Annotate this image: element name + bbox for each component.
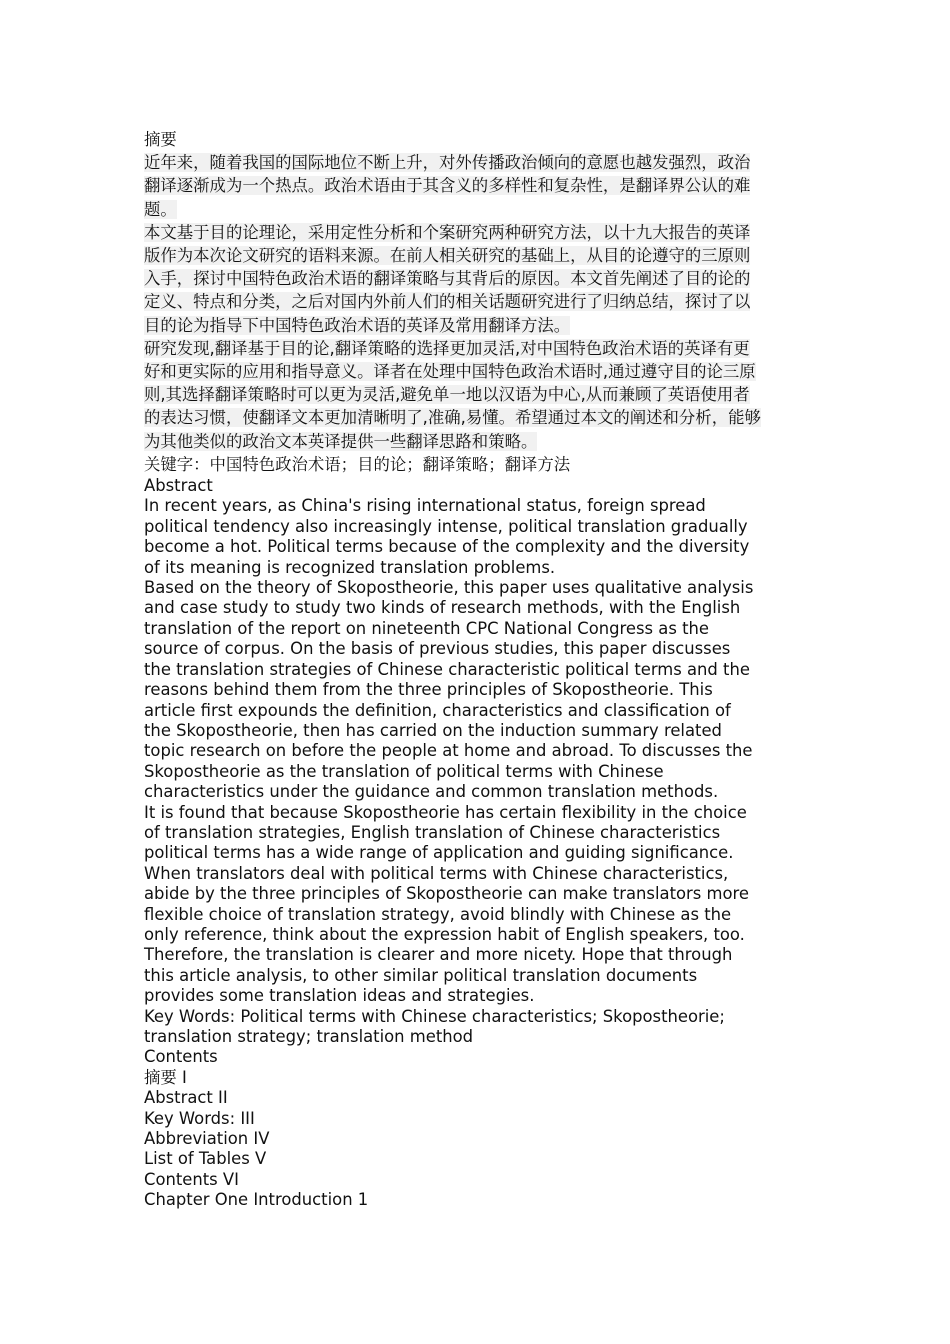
text-line: translation strategy; translation method [144, 1027, 474, 1047]
contents-entry[interactable]: Chapter One Introduction 1 [144, 1190, 369, 1210]
contents-heading: Contents [144, 1047, 218, 1067]
text-line: source of corpus. On the basis of previous studies, this paper discusses [144, 639, 731, 659]
text-line: political tendency also increasingly intense, political translation gradually [144, 516, 748, 536]
text-line: abide by the three principles of Skopostheorie can make translators more [144, 884, 749, 904]
text-line: this article analysis, to other similar political translation documents [144, 965, 698, 985]
text-line: Therefore, the translation is clearer and more nicety. Hope that through [144, 945, 733, 965]
text-line: 为其他类似的政治文本英译提供一些翻译思路和策略。 [144, 431, 538, 451]
text-line: Key Words: Political terms with Chinese characteristics; Skopostheorie; [144, 1006, 725, 1026]
text-line: 近年来，随着我国的国际地位不断上升，对外传播政治倾向的意愿也越发强烈，政治 [144, 153, 751, 173]
contents-entry[interactable]: 摘要 I [144, 1067, 187, 1087]
contents-entry[interactable]: Abstract II [144, 1088, 228, 1108]
zh-abstract-paragraph-1 [144, 151, 814, 221]
text-line: 版作为本次论文研究的语料来源。在前人相关研究的基础上，从目的论遵守的三原则 [144, 246, 751, 266]
document-page [144, 128, 814, 1211]
text-line: It is found that because Skopostheorie has certain flexibility in the choice [144, 802, 747, 822]
text-line: only reference, think about the expression habit of English speakers, too. [144, 924, 745, 944]
contents-list [144, 1068, 814, 1211]
text-line: 本文基于目的论理论，采用定性分析和个案研究两种研究方法，以十九大报告的英译 [144, 222, 751, 242]
contents-entry[interactable]: Contents VI [144, 1169, 239, 1189]
text-line: and case study to study two kinds of research methods, with the English [144, 598, 741, 618]
text-line: characteristics under the guidance and common translation methods. [144, 782, 719, 802]
text-line: of translation strategies, English translation of Chinese characteristics [144, 822, 721, 842]
text-line: Based on the theory of Skopostheorie, this paper uses qualitative analysis [144, 578, 754, 598]
text-line: In recent years, as China's rising international status, foreign spread [144, 496, 706, 516]
text-line: 研究发现,翻译基于目的论,翻译策略的选择更加灵活,对中国特色政治术语的英译有更 [144, 338, 750, 358]
contents-entry[interactable]: Abbreviation IV [144, 1129, 270, 1149]
text-line: 好和更实际的应用和指导意义。译者在处理中国特色政治术语时,通过遵守目的论三原 [144, 362, 756, 382]
text-line: When translators deal with political terms with Chinese characteristics, [144, 863, 729, 883]
text-line: provides some translation ideas and strategies. [144, 986, 535, 1006]
contents-entry[interactable]: Key Words: III [144, 1108, 255, 1128]
text-line: translation of the report on nineteenth CPC National Congress as the [144, 618, 709, 638]
text-line: 定义、特点和分类，之后对国内外前人们的相关话题研究进行了归纳总结，探讨了以 [144, 292, 751, 312]
en-abstract-paragraph-1 [144, 496, 814, 578]
text-line: 目的论为指导下中国特色政治术语的英译及常用翻译方法。 [144, 315, 571, 335]
text-line: 的表达习惯，使翻译文本更加清晰明了,准确,易懂。希望通过本文的阐述和分析，能够 [144, 408, 761, 428]
text-line: 翻译逐渐成为一个热点。政治术语由于其含义的多样性和复杂性，是翻译界公认的难 [144, 176, 751, 196]
text-line: reasons behind them from the three principles of Skopostheorie. This [144, 680, 713, 700]
text-line: article first expounds the definition, characteristics and classification of [144, 700, 731, 720]
zh-abstract-paragraph-3 [144, 337, 814, 453]
zh-abstract-paragraph-2 [144, 221, 814, 337]
en-abstract-heading: Abstract [144, 476, 213, 496]
zh-abstract-heading: 摘要 [144, 130, 177, 149]
text-line: flexible choice of translation strategy, avoid blindly with Chinese as the [144, 904, 732, 924]
text-line: Skopostheorie as the translation of political terms with Chinese [144, 761, 664, 781]
text-line: political terms has a wide range of application and guiding significance. [144, 843, 734, 863]
text-line: of its meaning is recognized translation problems. [144, 557, 556, 577]
text-line: become a hot. Political terms because of the complexity and the diversity [144, 537, 750, 557]
text-line: 题。 [144, 199, 177, 219]
en-abstract-paragraph-3 [144, 803, 814, 1007]
text-line: the translation strategies of Chinese characteristic political terms and the [144, 659, 750, 679]
text-line: 则,其选择翻译策略时可以更为灵活,避免单一地以汉语为中心,从而兼顾了英语使用者 [144, 385, 750, 405]
zh-keywords: 关键字：中国特色政治术语；目的论；翻译策略；翻译方法 [144, 454, 571, 474]
contents-entry[interactable]: List of Tables V [144, 1149, 267, 1169]
text-line: topic research on before the people at home and abroad. To discusses the [144, 741, 753, 761]
en-keywords [144, 1007, 814, 1048]
text-line: the Skopostheorie, then has carried on the induction summary related [144, 720, 722, 740]
en-abstract-paragraph-2 [144, 578, 814, 802]
text-line: 入手，探讨中国特色政治术语的翻译策略与其背后的原因。本文首先阐述了目的论的 [144, 269, 751, 289]
